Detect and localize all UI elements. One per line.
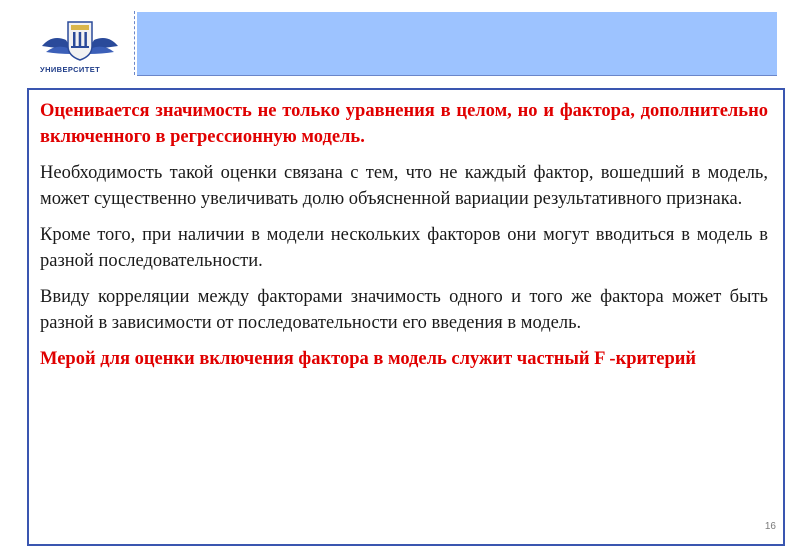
header-underline [137, 75, 777, 76]
paragraph-necessity: Необходимость такой оценки связана с тем, что не каждый фактор, вошедший в модель, может существенно увеличивать долю объясненной вариации результативного признака. [40, 163, 768, 209]
paragraph-sequence: Кроме того, при наличии в модели нескольких факторов они могут вводиться в модель в разной последовательности. [40, 225, 768, 271]
university-logo [34, 16, 126, 78]
header-divider [134, 11, 135, 75]
page-number: 16 [764, 521, 776, 532]
paragraph-correlation: Ввиду корреляции между факторами значимость одного и того же фактора может быть разной в зависимости от последовательности его введения в модель. [40, 287, 768, 333]
slide-content [40, 98, 768, 382]
university-emblem-icon [38, 16, 122, 64]
header-bar [137, 12, 777, 75]
conclusion-paragraph: Мерой для оценки включения фактора в модель служит частный F -критерий [40, 349, 697, 369]
logo-caption: УНИВЕРСИТЕТ [40, 65, 101, 74]
intro-paragraph: Оценивается значимость не только уравнения в целом, но и фактора, дополнительно включенного в регрессионную модель. [40, 101, 768, 147]
